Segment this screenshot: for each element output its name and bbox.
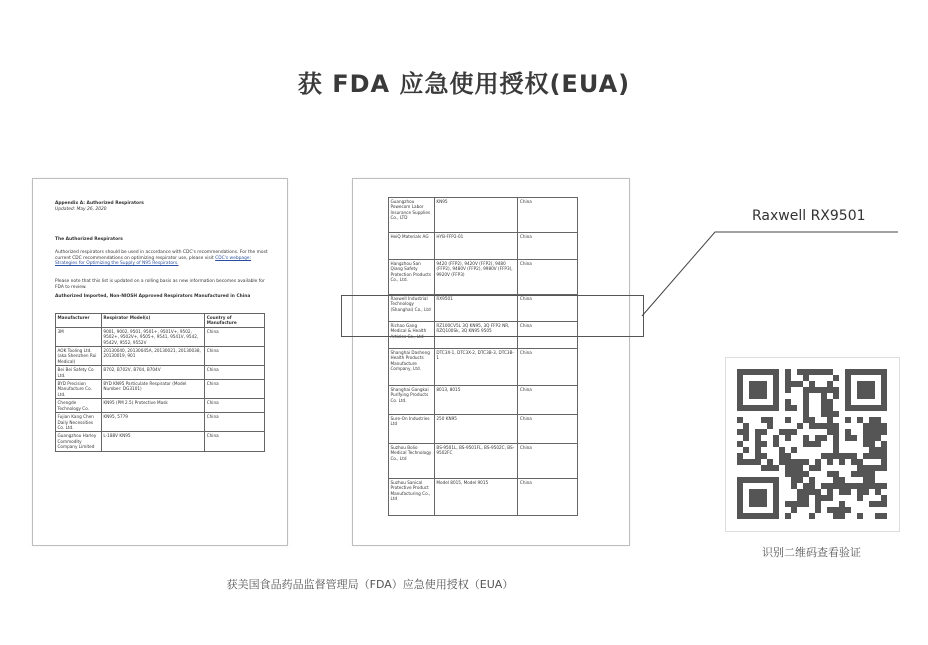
qr-module [815,489,821,495]
qr-module [803,459,809,465]
table-cell: Guangzhou Harley Commodity Company Limited [56,432,102,451]
qr-module [809,417,815,423]
table-cell: B702, B702V, B704, B704V [101,366,204,380]
qr-module [797,501,803,507]
table-cell: China [518,444,578,479]
qr-module [815,501,821,507]
qr-module [827,453,833,459]
qr-module [869,477,875,483]
qr-module [869,423,875,429]
qr-module [749,459,755,465]
table-cell: RZ100CV5L 3Q KN95, 3Q FFP2 NR, RZQ100Sk, 3Q KN95 9505 [434,322,518,349]
table-cell: China [518,479,578,516]
qr-module [797,369,803,375]
qr-module [803,375,809,381]
qr-module [827,381,833,387]
appendix-heading: Appendix A: Authorized Respirators [55,201,144,206]
qr-module [755,459,761,465]
table-cell: China [518,349,578,386]
qr-module [857,459,863,465]
section-title: The Authorized Respirators [55,237,123,242]
qr-module [797,459,803,465]
qr-module [785,501,791,507]
table-cell: 8013, 8015 [434,386,518,415]
qr-module [761,453,767,459]
qr-module [851,453,857,459]
table-cell: Richao Gang Medical & Health Articles Co., Ltd [389,322,435,349]
table-cell: L-188V KN95 [101,432,204,451]
qr-module [827,483,833,489]
table-cell: BYD Precision Manufacture Co. Ltd. [56,380,102,399]
qr-module [827,387,833,393]
qr-module [791,429,797,435]
qr-module [839,501,845,507]
table-cell: Suzhou Bolio Medical Technology Co., Ltd [389,444,435,479]
qr-module [785,369,791,375]
table-cell: 9420 (FFP2), 9420V (FFP2), 9480 (FFP2), 9480V (FFP2), 9980V (FFP3), 9920V (FFP3) [434,260,518,295]
qr-module [803,501,809,507]
qr-module [863,483,869,489]
qr-module [881,513,887,519]
qr-module [875,501,881,507]
updated-date: Updated: May 26, 2020 [55,207,107,212]
qr-module [863,465,869,471]
qr-module [869,435,875,441]
table-title: Authorized Imported, Non-NIOSH Approved Respirators Manufactured in China [55,294,251,299]
qr-module [833,471,839,477]
qr-module [881,441,887,447]
qr-module [779,447,785,453]
qr-module [863,489,869,495]
qr-module [875,483,881,489]
table-cell: KN95 (PM 2.5) Protective Mask [101,399,204,413]
qr-module [755,453,761,459]
qr-module [869,483,875,489]
qr-module [797,423,803,429]
qr-module [821,495,827,501]
qr-module [857,495,863,501]
table-cell: China [518,233,578,260]
table-cell: 20130040, 20130045A, 20130021, 20130038, 20130019, 901 [101,347,204,366]
qr-module [845,507,851,513]
table-cell: BS-9501L, BS-9501FL, BS-9502C, BS-9502FC [434,444,518,479]
qr-module [875,435,881,441]
qr-module [881,495,887,501]
qr-module [833,429,839,435]
qr-module [851,459,857,465]
table-cell: KN95 [434,198,518,233]
qr-module [851,435,857,441]
qr-module [845,489,851,495]
qr-module [839,507,845,513]
table-cell: China [518,415,578,444]
qr-module [803,483,809,489]
table-cell: KN95, 5779 [101,413,204,432]
qr-module [815,495,821,501]
qr-module [833,483,839,489]
qr-module [743,423,749,429]
table-cell: Suzhou Sanical Protective Product Manufacturing Co., Ltd [389,479,435,516]
qr-module [845,435,851,441]
qr-module [833,423,839,429]
qr-module [881,465,887,471]
qr-module [863,441,869,447]
table-cell: 3M [56,327,102,346]
qr-code-icon [726,358,899,531]
qr-module [881,501,887,507]
table-cell: AOK Tooling Ltd. (aka Shenzhen Rui Medical) [56,347,102,366]
table-cell: China [518,386,578,415]
table-cell: DTC3X-1, DTC3X-2, DTC3B-3, DTC3B-1 [434,349,518,386]
qr-module [875,465,881,471]
qr-module [743,429,749,435]
qr-module [875,453,881,459]
qr-module [785,435,791,441]
qr-module [791,381,797,387]
qr-module [809,381,815,387]
qr-module [851,471,857,477]
qr-caption: 识别二维码查看验证 [762,546,861,559]
qr-module [833,477,839,483]
qr-module [767,417,773,423]
paragraph-2: Please note that this list is updated on a rolling basis as new information becomes available for FDA to review. [55,279,265,290]
table-cell: Shanghai Dasheng Health Products Manufacture Company, Ltd. [389,349,435,386]
qr-finder-inner [749,489,767,507]
qr-module [857,483,863,489]
qr-module [737,441,743,447]
qr-module [845,429,851,435]
qr-module [797,471,803,477]
qr-module [821,423,827,429]
qr-module [803,489,809,495]
qr-module [827,411,833,417]
qr-module [863,471,869,477]
qr-module [737,417,743,423]
qr-module [761,417,767,423]
qr-module [827,429,833,435]
qr-module [809,423,815,429]
qr-module [785,381,791,387]
qr-module [803,417,809,423]
qr-module [827,423,833,429]
qr-module [755,435,761,441]
qr-module [881,423,887,429]
qr-module [827,405,833,411]
qr-code[interactable] [725,357,900,532]
qr-module [863,423,869,429]
qr-module [857,417,863,423]
qr-module [803,405,809,411]
paragraph-1-text: Authorized respirators should be used in accordance with CDC's recommendations. For the most current CDC recommendations on optimizing respirator use, please visit [55,250,268,261]
qr-module [761,441,767,447]
qr-module [815,435,821,441]
qr-module [773,441,779,447]
qr-module [785,405,791,411]
qr-module [779,429,785,435]
qr-module [845,453,851,459]
qr-module [833,441,839,447]
qr-module [827,489,833,495]
qr-module [881,453,887,459]
table-cell: RX9501 [434,295,518,322]
table-header-cell: Manufacturer [56,314,102,328]
qr-module [869,417,875,423]
qr-module [761,429,767,435]
qr-module [833,411,839,417]
qr-module [827,399,833,405]
qr-module [803,387,809,393]
qr-module [785,387,791,393]
qr-module [815,387,821,393]
table-header-cell: Country of Manufacture [205,314,265,328]
footer-caption: 获美国食品药品监督管理局（FDA）应急使用授权（EUA） [226,578,514,591]
table-cell: Shanghai Gangkai Purifying Products Co. Ltd. [389,386,435,415]
qr-module [803,393,809,399]
qr-module [833,435,839,441]
qr-module [833,453,839,459]
qr-module [785,375,791,381]
qr-module [857,465,863,471]
qr-module [791,465,797,471]
qr-module [755,441,761,447]
qr-module [791,471,797,477]
qr-module [827,507,833,513]
qr-module [803,435,809,441]
table-cell: Fujian Kang Chen Daily Necessities Co. Ltd. [56,413,102,432]
qr-module [809,513,815,519]
qr-module [863,429,869,435]
qr-finder-inner [749,381,767,399]
qr-module [785,429,791,435]
qr-module [839,453,845,459]
qr-module [821,393,827,399]
qr-module [785,453,791,459]
qr-module [857,489,863,495]
qr-module [809,483,815,489]
qr-module [791,447,797,453]
qr-module [827,417,833,423]
qr-module [845,417,851,423]
qr-module [797,489,803,495]
qr-module [785,513,791,519]
table-cell: Bei Bei Safety Co Ltd. [56,366,102,380]
qr-module [809,441,815,447]
qr-module [803,471,809,477]
product-label: Raxwell RX9501 [752,208,866,224]
qr-module [833,387,839,393]
table-cell: Hangzhou San Qiang Safety Protection Products Co., Ltd. [389,260,435,295]
table-cell: China [205,366,265,380]
qr-module [827,471,833,477]
table-cell: China [518,260,578,295]
qr-module [755,447,761,453]
qr-module [803,399,809,405]
qr-module [881,447,887,453]
qr-module [809,387,815,393]
qr-module [791,501,797,507]
qr-module [773,465,779,471]
qr-module [833,393,839,399]
qr-module [857,513,863,519]
qr-module [815,423,821,429]
table-cell: Chengde Technology Co. [56,399,102,413]
qr-module [803,369,809,375]
qr-module [833,447,839,453]
table-cell: China [518,295,578,322]
qr-module [737,459,743,465]
page-title: 获 FDA 应急使用授权(EUA) [297,70,631,98]
table-cell: China [205,432,265,451]
qr-module [851,483,857,489]
qr-module [821,411,827,417]
qr-module [821,435,827,441]
table-cell: HYB-FFP2-01 [434,233,518,260]
qr-module [875,429,881,435]
qr-module [815,507,821,513]
qr-module [869,447,875,453]
cdc-link[interactable]: CDC's webpage: Strategies for Optimizing the Supply of N95 Respirators. [55,255,252,267]
qr-module [743,459,749,465]
qr-module [821,453,827,459]
qr-module [839,477,845,483]
qr-module [791,507,797,513]
qr-module [875,417,881,423]
qr-module [821,399,827,405]
qr-module [761,465,767,471]
table-header-cell: Respirator Model(s) [101,314,204,328]
qr-finder-inner [857,381,875,399]
qr-module [833,513,839,519]
qr-module [791,405,797,411]
qr-module [863,435,869,441]
table-cell: Model 8015, Model 9015 [434,479,518,516]
table-cell: China [205,327,265,346]
qr-module [869,453,875,459]
qr-module [827,495,833,501]
qr-module [785,417,791,423]
qr-module [791,477,797,483]
qr-module [797,381,803,387]
qr-module [833,507,839,513]
qr-module [875,489,881,495]
qr-module [863,477,869,483]
table-cell: China [205,380,265,399]
qr-module [797,495,803,501]
table-cell: China [518,198,578,233]
table-cell: China [205,399,265,413]
qr-module [821,405,827,411]
qr-module [797,465,803,471]
table-cell: China [205,347,265,366]
qr-module [767,423,773,429]
qr-module [875,447,881,453]
qr-module [881,429,887,435]
qr-module [821,483,827,489]
qr-module [863,453,869,459]
qr-module [803,411,809,417]
qr-module [809,477,815,483]
table-cell: 250 KN95 [434,415,518,444]
qr-module [737,453,743,459]
qr-module [785,471,791,477]
qr-module [809,369,815,375]
table-cell: Raxwell Industrial Technology (Shanghai) Co., Ltd [389,295,435,322]
qr-module [869,471,875,477]
table-cell: HeiQ Materials AG [389,233,435,260]
qr-module [869,465,875,471]
qr-module [797,477,803,483]
qr-module [869,501,875,507]
qr-module [821,387,827,393]
qr-module [827,459,833,465]
qr-module [815,441,821,447]
qr-module [857,471,863,477]
qr-module [785,459,791,465]
qr-module [815,459,821,465]
qr-module [815,465,821,471]
table-cell: Sure-On Industries Ltd [389,415,435,444]
qr-module [881,483,887,489]
qr-module [785,465,791,471]
qr-module [833,375,839,381]
qr-module [839,513,845,519]
qr-module [785,399,791,405]
qr-module [803,495,809,501]
qr-module [839,459,845,465]
qr-module [803,441,809,447]
qr-module [767,459,773,465]
qr-module [839,489,845,495]
qr-module [767,465,773,471]
qr-module [773,435,779,441]
qr-module [737,429,743,435]
qr-module [881,459,887,465]
qr-module [791,459,797,465]
table-cell: China [518,322,578,349]
qr-module [869,441,875,447]
qr-module [875,423,881,429]
qr-module [755,429,761,435]
qr-module [743,435,749,441]
table-cell: 9001, 9002, 9501, 9501+, 9501V+, 9502, 9502+, 9502V+, 9505+, 9541, 9541V, 9542, 9542V, 9552, 9552V [101,327,204,346]
qr-module [779,453,785,459]
table-cell: Guangzhou Powecom Labor Insurance Supplies Co., LTD [389,198,435,233]
qr-module [791,483,797,489]
qr-module [821,369,827,375]
qr-module [827,369,833,375]
qr-module [875,513,881,519]
qr-module [845,483,851,489]
qr-module [815,369,821,375]
qr-module [809,465,815,471]
qr-module [779,459,785,465]
qr-module [743,447,749,453]
table-cell: China [205,413,265,432]
qr-module [839,483,845,489]
table-cell: BYD KN95 Particulate Respirator (Model Number: DG3101) [101,380,204,399]
qr-module [869,429,875,435]
qr-module [809,489,815,495]
